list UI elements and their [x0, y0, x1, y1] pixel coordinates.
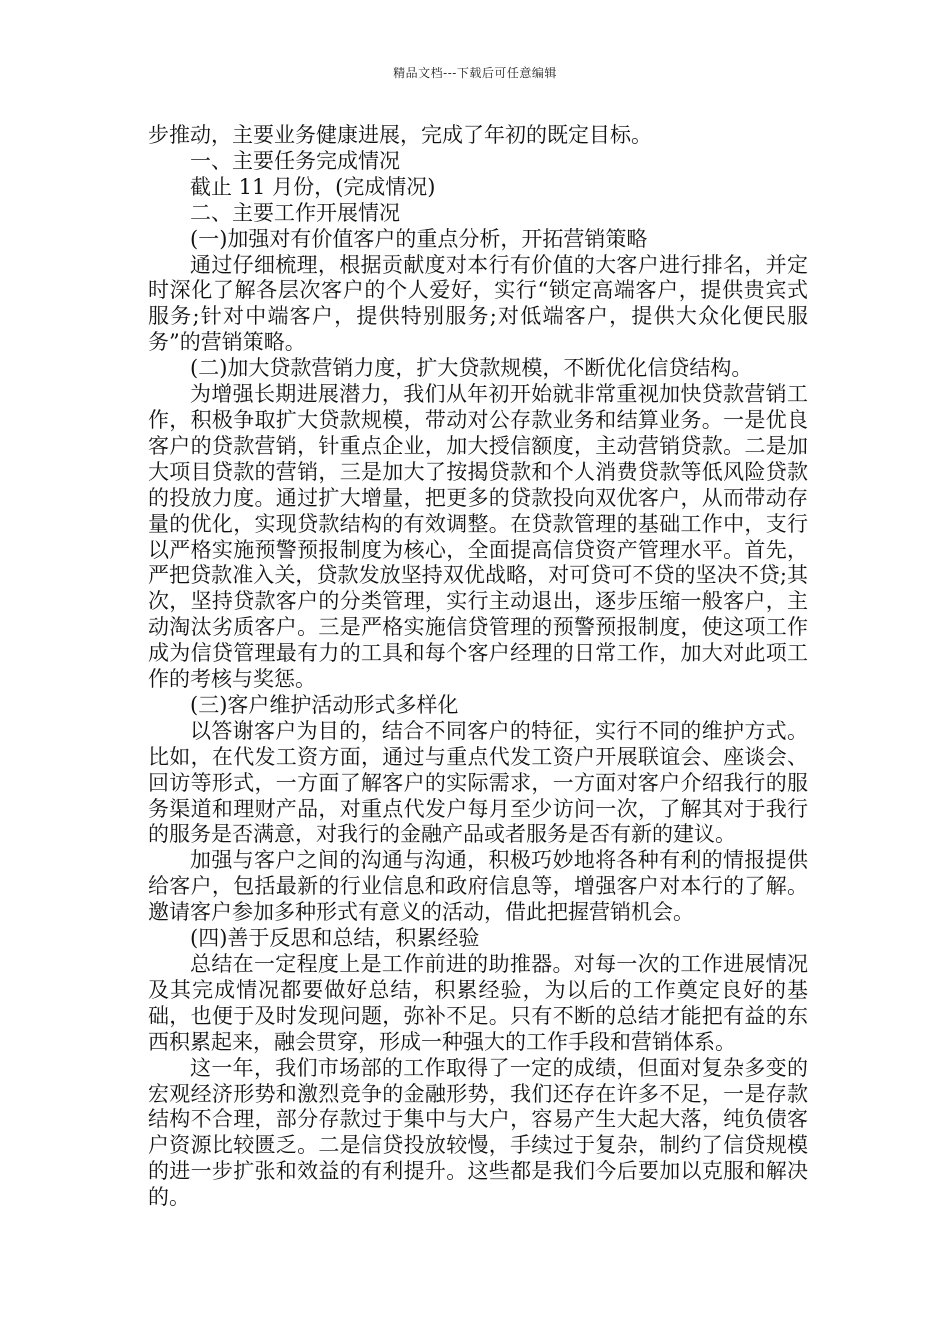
paragraph: 以答谢客户为目的，结合不同客户的特征，实行不同的维护方式。比如，在代发工资方面，通过与重点代发工资户开展联谊会、座谈会、回访等形式，一方面了解客户的实际需求，一方面对客户介绍我行的服务渠道和理财产品，对重点代发户每月至少访问一次，了解其对于我行的服务是否满意，对我行的金融产品或者服务是否有新的建议。 [148, 718, 808, 847]
section-heading: 二、主要工作开展情况 [190, 200, 400, 225]
paragraph: 步推动，主要业务健康进展，完成了年初的既定目标。 [148, 123, 652, 147]
paragraph: 通过仔细梳理，根据贡献度对本行有价值的大客户进行排名，并定时深化了解各层次客户的个人爱好，实行“锁定高端客户，提供贵宾式服务;针对中端客户，提供特别服务;对低端客户，提供大众化便民服务”的营销策略。 [148, 252, 808, 355]
paragraph: 加强与客户之间的沟通与沟通，积极巧妙地将各种有利的情报提供给客户，包括最新的行业信息和政府信息等，增强客户对本行的了解。邀请客户参加多种形式有意义的活动，借此把握营销机会。 [148, 848, 808, 925]
paragraph: 这一年，我们市场部的工作取得了一定的成绩，但面对复杂多变的宏观经济形势和激烈竞争的金融形势，我们还存在许多不足，一是存款结构不合理，部分存款过于集中与大户，容易产生大起大落，纯负债客户资源比较匮乏。二是信贷投放较慢，手续过于复杂，制约了信贷规模的进一步扩张和效益的有利提升。这些都是我们今后要加以克服和解决的。 [148, 1055, 808, 1210]
section-heading: 一、主要任务完成情况 [190, 148, 400, 173]
document-body [148, 123, 808, 1211]
page-header: 精品文档---下载后可任意编辑 [393, 66, 557, 80]
subsection-heading: (二)加大贷款营销力度，扩大贷款规模，不断优化信贷结构。 [190, 356, 753, 381]
subsection-heading: (一)加强对有价值客户的重点分析，开拓营销策略 [190, 226, 648, 251]
paragraph: 为增强长期进展潜力，我们从年初开始就非常重视加快贷款营销工作，积极争取扩大贷款规模，带动对公存款业务和结算业务。一是优良客户的贷款营销，针重点企业，加大授信额度，主动营销贷款。二是加大项目贷款的营销，三是加大了按揭贷款和个人消费贷款等低风险贷款的投放力度。通过扩大增量，把更多的贷款投向双优客户，从而带动存量的优化，实现贷款结构的有效调整。在贷款管理的基础工作中，支行以严格实施预警预报制度为核心，全面提高信贷资产管理水平。首先，严把贷款准入关，贷款发放坚持双优战略，对可贷可不贷的坚决不贷;其次，坚持贷款客户的分类管理，实行主动退出，逐步压缩一般客户，主动淘汰劣质客户。三是严格实施信贷管理的预警预报制度，使这项工作成为信贷管理最有力的工具和每个客户经理的日常工作，加大对此项工作的考核与奖惩。 [148, 382, 808, 692]
subsection-heading: (四)善于反思和总结，积累经验 [190, 926, 480, 951]
paragraph: 截止 11 月份，(完成情况) [190, 174, 436, 199]
paragraph: 总结在一定程度上是工作前进的助推器。对每一次的工作进展情况及其完成情况都要做好总结，积累经验，为以后的工作奠定良好的基础，也便于及时发现问题，弥补不足。只有不断的总结才能把有益的东西积累起来，融会贯穿，形成一种强大的工作手段和营销体系。 [148, 952, 808, 1054]
subsection-heading: (三)客户维护活动形式多样化 [190, 692, 459, 717]
